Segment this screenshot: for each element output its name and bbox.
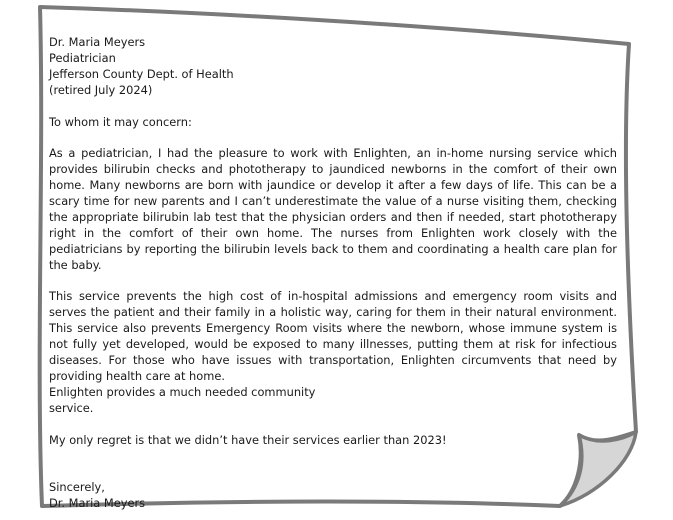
paragraph-2: This service prevents the high cost of in-hospital admissions and emergency room visits and serves the patient and their family in a holistic way, caring for them in their natural environment. This service also prevents Emergency Room visits where the newborn, whose immune system is not fully yet developed, would be exposed to many illnesses, putting them at risk for infectious diseases. For those who have issues with transportation, Enlighten circumvents that need by providing health care at home. (49, 289, 617, 383)
letter-body (49, 35, 617, 512)
sender-status: (retired July 2024) (49, 82, 153, 97)
closing: Sincerely, (49, 480, 105, 495)
sender-name: Dr. Maria Meyers (49, 35, 146, 49)
signature-name: Dr. Maria Meyers (49, 496, 146, 511)
salutation: To whom it may concern: (49, 114, 192, 129)
paragraph-2-tail-end: service. (49, 400, 94, 415)
paragraph-2-tail: Enlighten provides a much needed community (49, 384, 316, 399)
sender-title: Pediatrician (49, 50, 116, 65)
paragraph-3: My only regret is that we didn’t have their services earlier than 2023! (49, 432, 447, 447)
paragraph-1: As a pediatrician, I had the pleasure to work with Enlighten, an in-home nursing service which provides bilirubin checks and phototherapy to jaundiced newborns in the comfort of their own home. Many newborns are born with jaundice or develop it after a few days of life. This can be a scary time for new parents and I can’t underestimate the value of a nurse visiting them, checking the appropriate bilirubin lab test that the physician orders and then if needed, start phototherapy right in the comfort of their own home. The nurses from Enlighten work closely with the pediatricians by reporting the bilirubin levels back to them and coordinating a health care plan for the baby. (49, 146, 617, 272)
sender-organization: Jefferson County Dept. of Health (49, 66, 234, 81)
